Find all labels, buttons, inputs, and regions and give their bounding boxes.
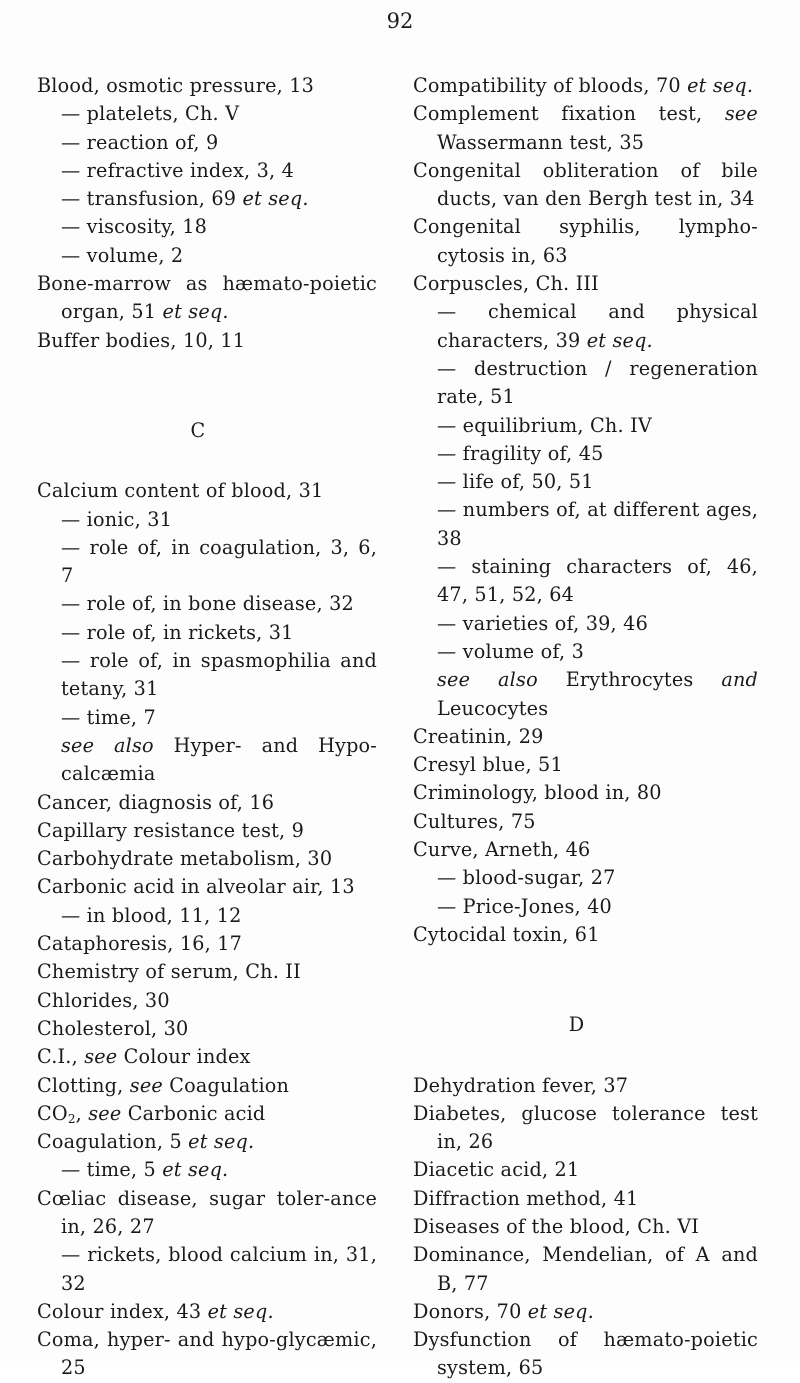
entry-text: — in blood, 11, 12 (61, 903, 242, 927)
index-subentry (37, 157, 377, 185)
index-entry (413, 808, 758, 836)
index-subentry (37, 1241, 377, 1298)
entry-text: — time, 5 (61, 1158, 163, 1182)
entry-text: — role of, in rickets, 31 (61, 620, 294, 644)
entry-text: — destruction / regeneration rate, 51 (437, 356, 758, 409)
entry-text: Diffraction method, 41 (413, 1186, 639, 1210)
index-entry (413, 157, 758, 214)
italic-text: see (129, 1073, 163, 1097)
index-entry (413, 270, 758, 298)
index-entry (37, 789, 377, 817)
italic-text: see also (61, 733, 154, 757)
index-entry (413, 1156, 758, 1184)
index-subentry (413, 553, 758, 610)
italic-text: et seq. (207, 1299, 274, 1323)
index-entry (37, 873, 377, 901)
entry-text: Dominance, Mendelian, of A and B, 77 (413, 1243, 758, 1295)
italic-text: et seq. (586, 328, 653, 352)
index-subentry (37, 242, 377, 270)
entry-text: Complement fixation test, (413, 102, 725, 126)
italic-text: see (724, 102, 758, 126)
entry-text: Hyper- and Hypo-calcæmia (61, 733, 377, 786)
entry-text: Clotting, (37, 1073, 130, 1097)
italic-text: et seq. (188, 1130, 255, 1154)
index-subentry (37, 590, 377, 618)
entry-text: — reaction of, 9 (61, 130, 219, 154)
index-column-left (37, 72, 377, 1383)
index-see-also (37, 732, 377, 789)
entry-text: Cultures, 75 (413, 809, 536, 833)
subscript-text: 2 (67, 1111, 76, 1126)
index-entry (413, 723, 758, 751)
entry-text: Dehydration fever, 37 (413, 1073, 629, 1097)
italic-text: et seq. (687, 74, 754, 97)
index-entry (413, 836, 758, 864)
index-entry (413, 1185, 758, 1213)
entry-text: — life of, 50, 51 (437, 470, 594, 494)
italic-text: see also (437, 668, 538, 692)
entry-text: Carbohydrate metabolism, 30 (37, 847, 333, 871)
entry-text: — Price-Jones, 40 (437, 894, 612, 918)
index-entry (413, 100, 758, 157)
index-entry (413, 751, 758, 779)
section-letter (37, 355, 377, 477)
entry-text: — role of, in bone disease, 32 (61, 592, 354, 616)
index-entry (413, 1241, 758, 1298)
index-subentry (37, 506, 377, 534)
index-subentry (413, 355, 758, 412)
entry-text: Colour index, 43 (37, 1299, 208, 1323)
entry-text: Curve, Arneth, 46 (413, 838, 591, 862)
entry-text: — equilibrium, Ch. IV (437, 413, 652, 437)
entry-text: — time, 7 (61, 705, 156, 729)
index-column-right (413, 72, 758, 1383)
entry-text: Congenital syphilis, lympho-cytosis in, 63 (413, 215, 758, 267)
italic-text: et seq. (527, 1299, 594, 1323)
italic-text: et seq. (242, 187, 309, 211)
italic-text: see (88, 1101, 122, 1125)
entry-text: — chemical and physical characters, 39 (437, 300, 758, 352)
index-entry (413, 921, 758, 949)
entry-text: CO (37, 1101, 68, 1125)
entry-text: Diseases of the blood, Ch. VI (413, 1214, 700, 1238)
entry-text: Calcium content of blood, 31 (37, 479, 324, 503)
entry-text: — role of, in coagulation, 3, 6, 7 (61, 535, 377, 588)
index-subentry (413, 468, 758, 496)
entry-text: Carbonic acid in alveolar air, 13 (37, 875, 355, 899)
italic-text: et seq. (162, 1158, 229, 1182)
index-subentry (37, 534, 377, 591)
entry-text: — platelets, Ch. V (61, 102, 240, 126)
index-subentry (413, 440, 758, 468)
index-entry (413, 1072, 758, 1100)
index-subentry (37, 129, 377, 157)
entry-text: Compatibility of bloods, 70 (413, 74, 688, 97)
index-entry (37, 477, 377, 505)
entry-text: Diacetic acid, 21 (413, 1158, 580, 1182)
entry-text: Cytocidal toxin, 61 (413, 922, 600, 946)
index-subentry (37, 619, 377, 647)
index-entry (413, 1213, 758, 1241)
index-subentry (413, 298, 758, 355)
index-subentry (413, 893, 758, 921)
entry-text: — numbers of, at different ages, 38 (437, 498, 758, 550)
entry-text: Cœliac disease, sugar toler-ance in, 26, 27 (37, 1186, 377, 1238)
index-subentry (413, 610, 758, 638)
index-subentry (37, 213, 377, 241)
entry-text: — refractive index, 3, 4 (61, 158, 294, 182)
entry-text: — fragility of, 45 (437, 441, 604, 465)
entry-text: Diabetes, glucose tolerance test in, 26 (413, 1101, 758, 1154)
entry-text: Chemistry of serum, Ch. II (37, 960, 301, 984)
entry-text: Dysfunction of hæmato-poietic system, 65 (413, 1328, 758, 1380)
page-number: 92 (386, 9, 414, 33)
entry-text: Leucocytes (437, 696, 549, 720)
index-entry (37, 1128, 377, 1156)
entry-text: , (75, 1101, 89, 1125)
index-subentry (413, 496, 758, 553)
index-entry (37, 1015, 377, 1043)
index-entry (413, 1100, 758, 1157)
index-subentry (413, 864, 758, 892)
index-entry (37, 1298, 377, 1326)
index-subentry (37, 704, 377, 732)
index-entry (37, 845, 377, 873)
entry-text: — rickets, blood calcium in, 31, 32 (61, 1243, 377, 1295)
entry-text: — varieties of, 39, 46 (437, 611, 648, 635)
index-entry (37, 1043, 377, 1071)
entry-text: Coagulation, 5 (37, 1130, 189, 1154)
index-subentry (413, 412, 758, 440)
entry-text: Blood, osmotic pressure, 13 (37, 74, 315, 97)
index-subentry (37, 902, 377, 930)
index-subentry (37, 185, 377, 213)
section-letter (413, 949, 758, 1071)
index-see-also (413, 666, 758, 723)
entry-text: Criminology, blood in, 80 (413, 781, 662, 805)
entry-text: Coagulation (162, 1073, 290, 1097)
italic-text: et seq. (162, 300, 229, 324)
index-subentry (413, 638, 758, 666)
entry-text: Cataphoresis, 16, 17 (37, 932, 243, 956)
index-subentry (37, 100, 377, 128)
entry-text: Cholesterol, 30 (37, 1016, 189, 1040)
index-entry (37, 958, 377, 986)
entry-text: Carbonic acid (121, 1101, 266, 1125)
entry-text: Coma, hyper- and hypo-glycæmic, 25 (37, 1328, 377, 1380)
index-subentry (37, 1156, 377, 1184)
index-entry (37, 1100, 377, 1128)
entry-text: Buffer bodies, 10, 11 (37, 328, 246, 352)
entry-text: Erythrocytes (537, 668, 722, 692)
italic-text: see (84, 1045, 118, 1069)
index-entry (37, 817, 377, 845)
entry-text: — viscosity, 18 (61, 215, 208, 239)
entry-text: — transfusion, 69 (61, 187, 243, 211)
index-entry (37, 1326, 377, 1383)
entry-text: C.I., (37, 1045, 85, 1069)
index-entry (37, 270, 377, 327)
index-entry (413, 72, 758, 100)
entry-text: D (568, 1013, 585, 1037)
entry-text: Cresyl blue, 51 (413, 753, 563, 777)
entry-text: Capillary resistance test, 9 (37, 818, 305, 842)
index-entry (37, 930, 377, 958)
index-subentry (37, 647, 377, 704)
index-entry (413, 779, 758, 807)
index-entry (37, 987, 377, 1015)
entry-text: Bone-marrow as hæmato-poietic organ, 51 (37, 272, 377, 324)
entry-text: — blood-sugar, 27 (437, 866, 616, 890)
index-entry (37, 1072, 377, 1100)
index-entry (413, 1298, 758, 1326)
index-entry (413, 213, 758, 270)
entry-text: Corpuscles, Ch. III (413, 272, 599, 296)
entry-text: Donors, 70 (413, 1299, 528, 1323)
entry-text: Chlorides, 30 (37, 988, 170, 1012)
index-entry (413, 1326, 758, 1383)
entry-text: Colour index (117, 1045, 251, 1069)
entry-text: Cancer, diagnosis of, 16 (37, 790, 275, 814)
index-entry (37, 327, 377, 355)
index-entry (37, 1185, 377, 1242)
entry-text: C (190, 418, 206, 442)
entry-text: — staining characters of, 46, 47, 51, 52, 64 (437, 555, 758, 607)
entry-text: — volume of, 3 (437, 639, 584, 663)
entry-text: Congenital obliteration of bile ducts, van den Bergh test in, 34 (413, 158, 758, 211)
entry-text: — role of, in spasmophilia and tetany, 31 (61, 649, 377, 701)
entry-text: — volume, 2 (61, 243, 184, 267)
entry-text: Creatinin, 29 (413, 724, 544, 748)
index-entry (37, 72, 377, 100)
entry-text: Wassermann test, 35 (437, 130, 645, 154)
entry-text: — ionic, 31 (61, 507, 173, 531)
italic-text: and (721, 668, 758, 692)
